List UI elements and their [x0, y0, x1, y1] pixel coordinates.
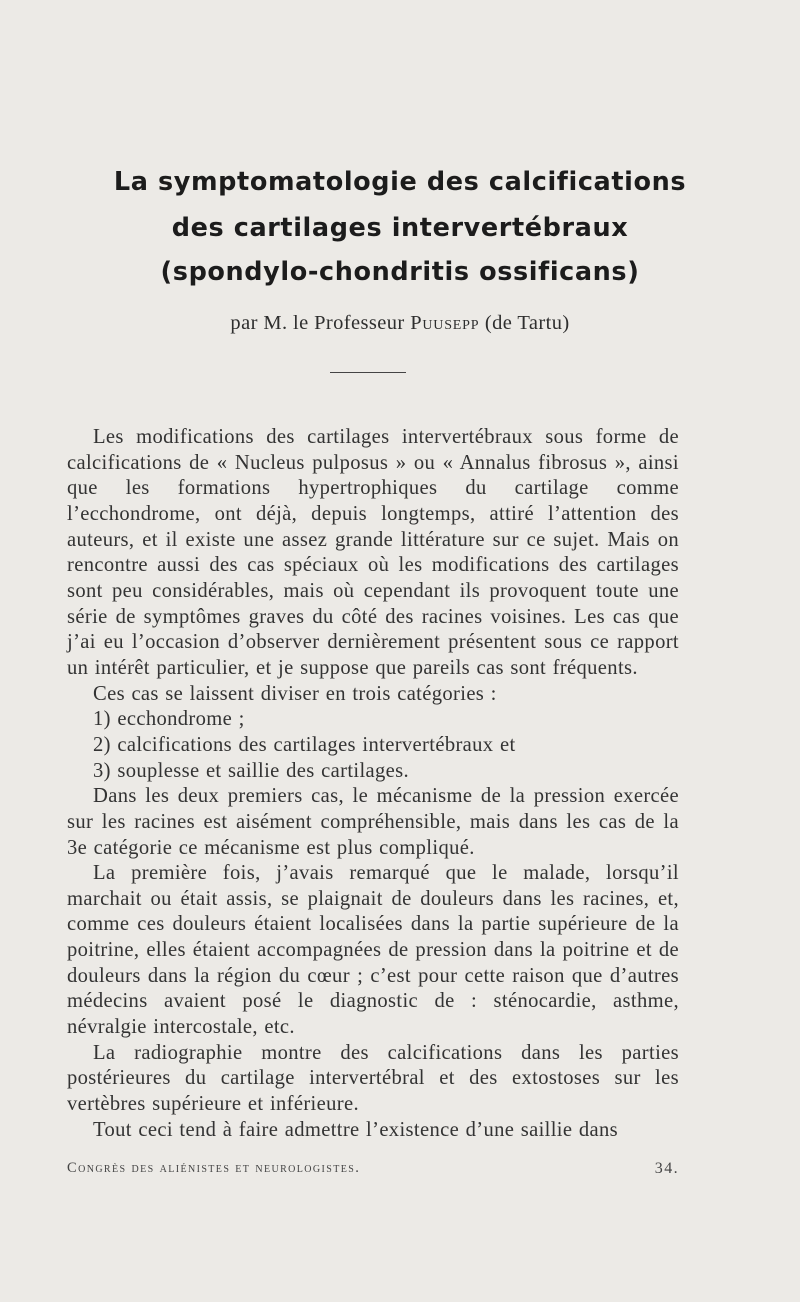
- title-line-3: (spondylo-chondritis ossificans): [160, 257, 640, 287]
- paragraph-mechanism: Dans les deux premiers cas, le mécanisme de la pression exercée sur les racines est aisément compréhensible, mais dans les cas de la 3e catégorie ce mécanisme est plus compliqué.: [67, 785, 679, 859]
- title-line-1: La symptomatologie des calcifications: [113, 167, 687, 197]
- page-footer: [67, 1160, 679, 1180]
- author-prefix: par M. le Professeur: [230, 312, 411, 334]
- list-item-1: 1) ecchondrome ;: [93, 708, 245, 731]
- paragraph-intro: Les modifications des cartilages intervertébraux sous forme de calcifications de « Nucleus pulposus » ou « Annalus fibrosus », ainsi que les formations hypertrophiques du cartilage comme l’ecchondrome, ont déjà, depuis longtemps, attiré l’attention des auteurs, et il existe une assez grande littérature sur ce sujet. Mais on rencontre aussi des cas spéciaux où les modifications des cartilages sont peu considérables, mais où cependant ils provoquent toute une série de symptômes graves du côté des racines voisines. Les cas que j’ai eu l’occasion d’observer dernièrement présentent sous ce rapport un intérêt particulier, et je suppose que pareils cas sont fréquents.: [67, 426, 679, 679]
- signature-number: 34.: [654, 1160, 679, 1177]
- paragraph-first-case: La première fois, j’avais remarqué que le malade, lorsqu’il marchait ou était assis, se plaignait de douleurs dans les racines, et, comme ces douleurs étaient localisées dans la partie supérieure de la poitrine, elles étaient accompagnées de pression dans la poitrine et de douleurs dans la région du cœur ; c’est pour cette raison que d’autres médecins avaient posé le diagnostic de : sténocardie, asthme, névralgie intercostale, etc.: [67, 862, 679, 1039]
- author-line: [100, 313, 700, 334]
- list-item-3: 3) souplesse et saillie des cartilages.: [93, 759, 410, 782]
- list-item-2: 2) calcifications des cartilages intervertébraux et: [93, 733, 516, 756]
- paragraph-categories: Ces cas se laissent diviser en trois catégories :: [93, 682, 497, 705]
- author-name: Puusepp: [410, 312, 480, 334]
- separator-rule: [330, 372, 406, 373]
- paragraph-conclusion: Tout ceci tend à faire admettre l’existence d’une saillie dans: [93, 1118, 618, 1141]
- running-title: Congrès des aliénistes et neurologistes.: [67, 1160, 361, 1176]
- paragraph-radiography: La radiographie montre des calcifications dans les parties postérieures du cartilage intervertébral et des extostoses sur les vertèbres supérieure et inférieure.: [67, 1041, 679, 1116]
- title-line-2: des cartilages intervertébraux: [171, 213, 629, 243]
- author-suffix: (de Tartu): [479, 312, 570, 334]
- article-body: [67, 425, 679, 1143]
